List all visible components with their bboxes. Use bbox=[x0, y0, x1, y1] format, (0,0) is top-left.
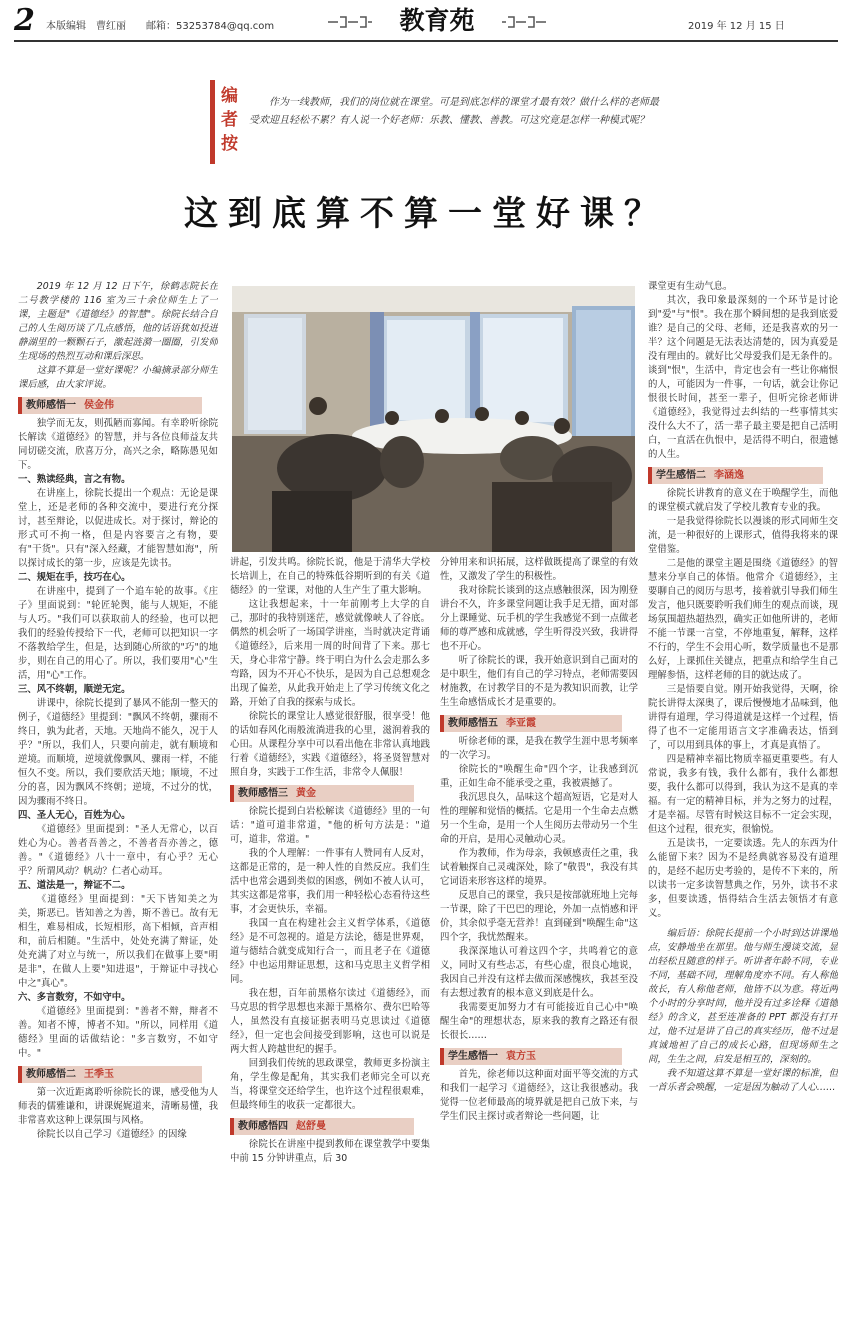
body-paragraph: 首先，徐老师以这种面对面平等交流的方式和我们一起学习《道德经》，这让我很感动。我觉得一位老师最高的境界就是把自己放下来，与学生们民主探讨或者辩论一些问题，让 bbox=[440, 1069, 638, 1122]
body-paragraph: 徐院长以自己学习《道德经》的因缘 bbox=[36, 1129, 187, 1140]
column-4 bbox=[648, 280, 838, 1328]
section-heading-label: 教师感悟一 bbox=[26, 400, 76, 411]
body-paragraph: 我沉思良久，品味这个超高短语，它是对人性的理解和觉悟的概括。它是用一个生命去点燃另一个生命，是用一个人生阅历去带动另一个生命的开启，是用心灵触动心灵。 bbox=[440, 792, 638, 845]
body-paragraph: 我国一直在构建社会主义哲学体系，《道德经》是不可忽视的。道是方法论，德是世界观，道与德结合就变成知行合一，而且老子在《道德经》中也运用辩证思想，这和马克思主义哲学相同。 bbox=[230, 918, 430, 985]
section-heading-label: 教师感悟三 bbox=[238, 788, 288, 799]
body-paragraph: 独学而无友，则孤陋而寡闻。有幸聆听徐院长解读《道德经》的智慧，并与各位良师益友共同切磋交流，欣喜万分，高兴之余，略陈愚见如下。 bbox=[18, 418, 218, 471]
body-paragraph: 听徐老师的课，是我在教学生涯中思考频率的一次学习。 bbox=[440, 736, 638, 761]
body-paragraph: 我在想，百年前黑格尔读过《道德经》，而马克思的哲学思想也来源于黑格尔、费尔巴哈等人，虽然没有直接证据表明马克思读过《道德经》，但一定也会间接受到影响，这也可以说是两大哲人跨越世纪的握手。 bbox=[230, 988, 430, 1055]
body-paragraph: 分钟用来和识拓展，这样做既提高了课堂的有效性，又激发了学生的积极性。 bbox=[440, 557, 638, 582]
classroom-scene-illustration bbox=[232, 286, 635, 552]
body-paragraph: 《道德经》里面提到："善者不辩，辩者不善。知者不博，博者不知。"所以，同样用《道德经》里面的话做结论："多言数穷，不如守中。" bbox=[18, 1006, 218, 1059]
column-2 bbox=[230, 556, 430, 1328]
body-paragraph: 三是悟要自觉。刚开始我觉得，天啊，徐院长讲得太深奥了，课后慢慢地才品味到，他讲得有道理，学习得道就是这样一个过程，悟得了也不一定能用语言文字准确表达，悟到了，可以用到具体的事上，才真是真悟了。 bbox=[648, 684, 838, 751]
section-author: 赵舒曼 bbox=[296, 1121, 326, 1132]
body-paragraph: 我对徐院长谈到的这点感触很深，因为刚登讲台不久，许多课堂问题让我手足无措，面对部分上课睡觉、玩手机的学生我感觉不到一点做老师的尊严感和成就感，学生听得没兴致，我讲得也不开心。 bbox=[440, 585, 638, 652]
subheading: 三、风不终朝，顺逆无定。 bbox=[18, 684, 131, 695]
column-3 bbox=[440, 556, 638, 1328]
section-heading bbox=[440, 1048, 622, 1065]
subheading: 六、多言数穷，不如守中。 bbox=[18, 992, 131, 1003]
body-paragraph: 《道德经》里面提到："圣人无常心，以百姓心为心。善者吾善之，不善者吾亦善之，德善。"《道德经》八十一章中，有心乎？无心乎？所谓风动？帆动？仁者心动耳。 bbox=[18, 824, 218, 877]
subheading: 五、道法是一，辩证不二。 bbox=[18, 880, 131, 891]
body-paragraph: 二是他的课堂主题是围绕《道德经》的智慧来分享自己的体悟。他常介《道德经》，主要聊自己的阅历与思考，接着就引导我们师生发言，他只既要聆听我们师生的观点而谈，现场氛围超热超热烈，确实正如他所讲的，老师不能一节课一言堂，不停地重复，解释，这样不行的，学生不会用心听，数学质量也不是那么好，上课抓住关键点，把重点和给学生自己理解参悟，这样老师的目的就达成了。 bbox=[648, 558, 838, 681]
body-paragraph: 徐院长的课堂让人感觉很舒服，很享受！他的话如春风化雨般流淌进我的心里，滋润着我的心田。从课程分享中可以看出他在非常认真地践行着《道德经》，实践《道德经》，将圣贤智慧对照自身，实践于工作生活，非常令人佩服！ bbox=[230, 711, 430, 778]
section-heading bbox=[230, 785, 414, 802]
section-heading-label: 教师感悟二 bbox=[26, 1069, 76, 1080]
body-paragraph: 徐院长在讲座中提到教师在课堂教学中要集中前 15 分钟讲重点，后 30 bbox=[230, 1139, 430, 1164]
section-heading-label: 学生感悟二 bbox=[656, 470, 706, 481]
editor-note bbox=[210, 80, 658, 164]
editor-postscript: 我不知道这算不算是一堂好课的标准，但一首乐者会唤醒，一定是因为触动了人心…… bbox=[648, 1068, 838, 1093]
section-heading bbox=[18, 1066, 202, 1083]
header-ornament-left bbox=[326, 14, 374, 30]
body-paragraph: 回到我们传统的思政课堂，教师更多扮演主角，学生像是配角，其实我们老师完全可以充当，将课堂交还给学生，也许这个过程很艰难，但最终师生的收获一定都很大。 bbox=[230, 1058, 430, 1111]
section-author: 李涵逸 bbox=[714, 470, 744, 481]
editor-note-text: 作为一线教师，我们的岗位就在课堂。可是到底怎样的课堂才最有效？做什么样的老师最受欢迎且轻松不累？有人说一个好老师：乐教、懂教、善教。可这究竟是怎样一种模式呢？ bbox=[249, 97, 659, 126]
body-paragraph: 这让我想起来，十一年前刚考上大学的自己，那时的我特别迷茫，感觉就像峡人了谷底。偶然的机会听了一场国学讲座，当时就决定背诵《道德经》，后来用一周的时间背了下来。那七天，身心非常宁静。终于明白为什么会走那么多弯路，因为不开心不快乐，是因为自己总想观念出现了偏差，从此我开始走上了学习传统文化之路，开始了自我的探索与成长。 bbox=[230, 599, 430, 708]
section-author: 王季玉 bbox=[84, 1069, 114, 1080]
page-header bbox=[0, 0, 852, 44]
body-paragraph: 在讲座中，提到了一个追车轮的故事。《庄子》里面说到："轮匠轮舆，能与人规矩，不能与人巧。"我们可以获取前人的经验，也可以把我们的经验传授给下一代，老师可以把知识一字不落教给学生，但是，达到随心所欲的"巧"的地步，则在自己的用心了。所以，我们要用"心"生活，用"心"工作。 bbox=[18, 586, 218, 681]
section-heading-label: 教师感悟五 bbox=[448, 718, 498, 729]
section-author: 侯金伟 bbox=[84, 400, 114, 411]
header-rule bbox=[14, 40, 838, 42]
page-number: 2 bbox=[14, 3, 35, 38]
header-meta: 本版编辑 曹红丽 邮箱：53253784@qq.com bbox=[46, 21, 275, 32]
section-title: 教育苑 bbox=[399, 6, 475, 35]
header-date: 2019 年 12 月 15 日 bbox=[688, 21, 785, 32]
headline: 这到底算不算一堂好课？ bbox=[184, 194, 668, 234]
intro-paragraph: 这算不算是一堂好课呢？小编摘录部分师生课后感，由大家评说。 bbox=[18, 365, 218, 390]
header-ornament-right bbox=[500, 14, 548, 30]
body-paragraph: 作为教师，作为母亲，我顿感责任之重，我试着触探自己灵魂深处，除了"敬畏"，我没有其它词语来形容这样的境界。 bbox=[440, 848, 638, 887]
body-paragraph: 在讲座上，徐院长提出一个观点：无论是课堂上，还是老师的各种交流中，要进行充分探讨，甚至辩论，以促进成长。对于探讨，辩论的形式可不拘一格，但是内容要言之有物，要有"干货"。只有"深入经藏，才能智慧如海"，所以探讨成长的第一步，应该是先读书。 bbox=[18, 488, 218, 569]
body-paragraph: 我深深地认可着这四个字，共鸣着它的意义，同时又有些忐忑，有些心虚，很良心地说，我因自己并没有这样去做而深感愧疚，我甚至没有去想过教育的根本意义到底是什么。 bbox=[440, 946, 638, 999]
section-author: 黄金 bbox=[296, 788, 316, 799]
body-paragraph: 徐院长的"唤醒生命"四个字，让我感到沉重，正如生命不能承受之重，我被震撼了。 bbox=[440, 764, 638, 789]
intro-paragraph: 2019 年 12 月 12 日下午，徐鹤志院长在二号教学楼的 116 室为三十余位师生上了一课，主题是"《道德经》的智慧"。徐院长结合自己的人生阅历谈了几点感悟，他的话语犹如投进静湖里的一颗颗石子，激起涟漪一圈圈，引发师生现场的热烈互动和课后深思。 bbox=[18, 281, 218, 362]
column-1 bbox=[18, 280, 218, 1328]
body-paragraph: 课堂更有生动气息。 bbox=[648, 281, 733, 292]
body-paragraph: 其次，我印象最深刻的一个环节是讨论到"爱"与"恨"。我在那个瞬间想的是我到底爱谁？是自己的父母、老师，还是我喜欢的另一半？这个问题是无法表达清楚的，因为真爱是没有理由的。就好比父母爱我们是无条件的。谈到"恨"，生活中，肯定也会有一些让你痛恨的人，可能因为一件事，一句话，就会让你记恨很长时间，甚至一辈子，但听完徐老师讲《道德经》，我觉得过去纠结的一些事情其实没什么大不了，活一辈子最主要是把自己活明白，一直活在仇恨中，是活得不明白，很遗憾的人生。 bbox=[648, 295, 838, 460]
body-paragraph: 《道德经》里面提到："天下皆知美之为美，斯恶已。皆知善之为善，斯不善已。故有无相生，难易相成，长短相形，高下相倾，音声相和，前后相随。"生活中，处处充满了辩证，处处充满了对立与统一，所以我们在做事上要"明是非"，在做人上要"知进退"，于辩证中寻找心中之"真心"。 bbox=[18, 894, 218, 989]
body-paragraph: 徐院长讲教育的意义在于唤醒学生，而他的课堂模式就启发了学校儿教育专业的我。 bbox=[648, 488, 838, 513]
body-paragraph: 讲课中，徐院长提到了暴风不能刮一整天的例子，《道德经》里提到："飘风不终朝，骤雨不终日，孰为此者，天地。天地尚不能久，况于人乎？"所以，我们人，只要向前走，就有顺境和逆境。而顺境，逆境就像飘风、骤雨一样，不能恒久不变。所以，我们要欣活天地；顺境，不过分的喜，因为飘风不终朝；逆境，不过分的忧，因为骤雨不终日。 bbox=[18, 698, 218, 807]
section-heading bbox=[440, 715, 622, 732]
lecture-photo bbox=[232, 286, 635, 552]
body-paragraph: 徐院长提到白岩松解读《道德经》里的一句话："道可道非常道，"他的析句方法是："道可，道非，常道。" bbox=[230, 806, 430, 845]
body-paragraph: 讲起，引发共鸣。徐院长说，他是于清华大学校长培训上，在自己的特殊低谷期听到的有关《道德经》的一堂课，对他的人生产生了重大影响。 bbox=[230, 557, 430, 596]
subheading: 一、熟读经典，言之有物。 bbox=[18, 474, 131, 485]
section-heading bbox=[18, 397, 202, 414]
section-heading bbox=[230, 1118, 414, 1135]
body-paragraph: 第一次近距离聆听徐院长的课，感受他为人师表的儒雅谦和，讲课娓娓道来，清晰易懂，我非常喜欢这种上课氛围与风格。 bbox=[18, 1087, 218, 1126]
section-heading-label: 教师感悟四 bbox=[238, 1121, 288, 1132]
editor-note-label: 编者按 bbox=[221, 86, 238, 154]
body-paragraph: 我的个人理解：一件事有人赞同有人反对，这都是正常的，是一种人性的自然反应。我们生活中也常会遇到类似的困惑，例如不被人认可，其实这都是常事，我们用一种轻松心态看待这些事，才会更快乐，幸福。 bbox=[230, 848, 430, 915]
body-paragraph: 我需要更加努力才有可能接近自己心中"唤醒生命"的理想状态，原来我的教育之路还有很长很长…… bbox=[440, 1002, 638, 1041]
subheading: 四、圣人无心，百姓为心。 bbox=[18, 810, 131, 821]
body-paragraph: 五是读书，一定要读透。先人的东西为什么能留下来？因为不是经典就容易没有道理的，是经不起历史考验的，是传不下来的，所以读书一定多读智慧典之作，另外，读书不求多，但要读透，悟得结合生活去领悟才有意义。 bbox=[648, 838, 838, 919]
subheading: 二、规矩在手，技巧在心。 bbox=[18, 572, 131, 583]
body-paragraph: 听了徐院长的课，我开始意识到自己面对的是中职生，他们有自己的学习特点，老师需要因材施教，在讨教学目的不是为教知识而教，让学生生命感悟成长才是重要的。 bbox=[440, 655, 638, 708]
section-author: 李亚霞 bbox=[506, 718, 536, 729]
section-author: 袁方玉 bbox=[506, 1051, 536, 1062]
body-paragraph: 四是精神幸福比物质幸福更重要些。有人常说，我多有钱，我什么都有，我什么都想要，我什么都可以得到，我认为这不是真的幸福。有一定的精神目标，并为之努力的过程，才是幸福。尽管有时候这目标不一定会实现，但这个过程，很充实，很愉悦。 bbox=[648, 754, 838, 835]
body-paragraph: 反思自己的课堂，我只是按部就班地上完每一节课，除了干巴巴的理论，外加一点悄感和评价，其余似乎毫无营养！直到碰到"唤醒生命"这四个字，我忧然醒来。 bbox=[440, 890, 638, 943]
section-heading-label: 学生感悟一 bbox=[448, 1051, 498, 1062]
editor-postscript: 编后语：徐院长提前一个小时到达讲课地点，安静地坐在那里。他与师生漫谈交流，显出轻松且随意的样子。听讲者年龄不同，专业不同，基础不同，理解角度亦不同。有人称他故长，有人称他老师，他皆不以为意。将近两个小时的分享时间，他并没有过多诠释《道德经》的含义，甚至连准备的 PPT 都没有打开过，他不过是讲了自己的真实经历，他不过是真诚地袒了自己的成长心路，但现场师生之间，生生之间，启发是相互的，深刻的。 bbox=[648, 928, 838, 1065]
body-paragraph: 一是我觉得徐院长以漫谈的形式同师生交流，是一种很好的上课形式，值得我将来的课堂借鉴。 bbox=[648, 516, 838, 555]
section-heading bbox=[648, 467, 823, 484]
